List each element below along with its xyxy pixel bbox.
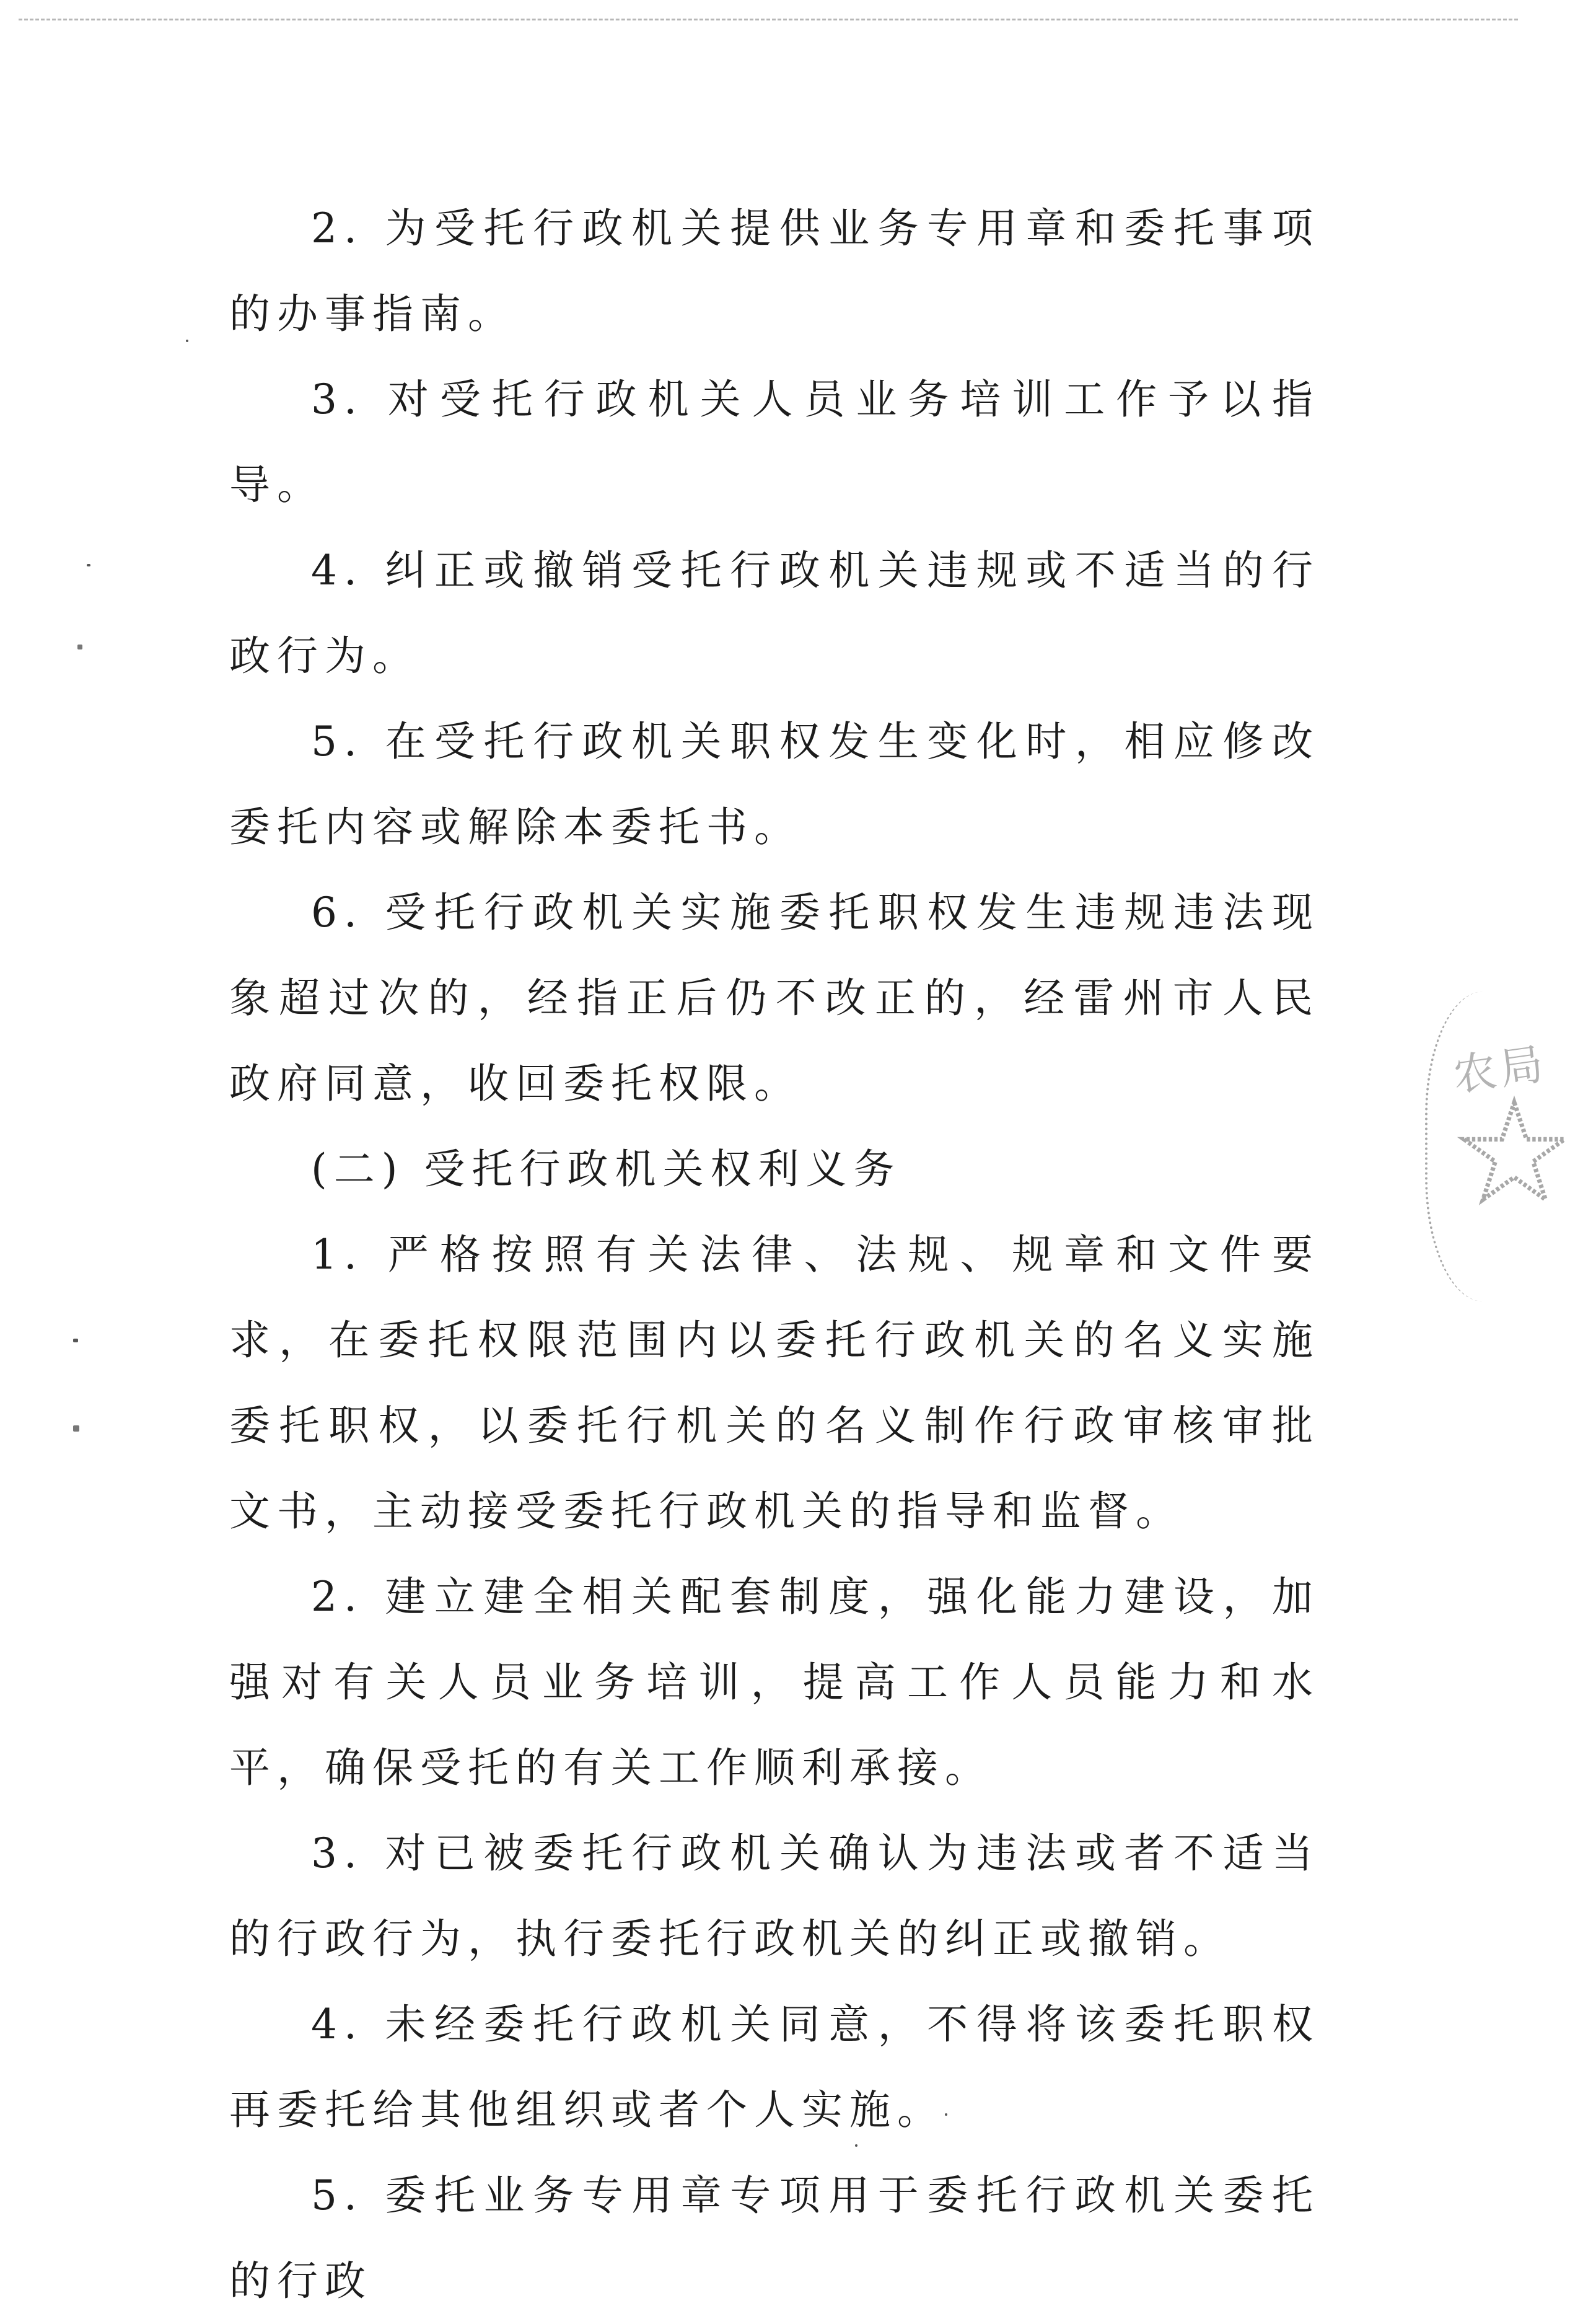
paragraph-item-3: 3. 对受托行政机关人员业务培训工作予以指导。 [229,376,1320,509]
section-heading-rights-obligations: (二) 受托行政机关权利义务 [311,1145,901,1193]
seal-text: 农局 [1449,1037,1550,1102]
scan-speck [73,1339,78,1342]
paragraph-duty-5: 5. 委托业务专用章专项用于委托行政机关委托的行政 [229,2172,1320,2305]
seal-star-icon [1458,1097,1570,1208]
official-seal-partial [1425,992,1570,1301]
paragraph-item-4: 4. 纠正或撤销受托行政机关违规或不适当的行政行为。 [229,547,1320,680]
scan-speck [87,564,90,566]
scan-edge-line [19,19,1518,20]
scan-speck [73,1425,79,1432]
scan-speck [186,340,188,342]
paragraph-duty-2: 2. 建立建全相关配套制度，强化能力建设，加强对有关人员业务培训，提高工作人员能力和水平，确保受托的有关工作顺利承接。 [229,1573,1320,1792]
scan-speck [77,645,82,649]
paragraph-item-5: 5. 在受托行政机关职权发生变化时，相应修改委托内容或解除本委托书。 [229,718,1320,851]
paragraph-duty-3: 3. 对已被委托行政机关确认为违法或者不适当的行政行为，执行委托行政机关的纠正或撤销。 [229,1829,1320,1963]
paragraph-duty-1: 1. 严格按照有关法律、法规、规章和文件要求，在委托权限范围内以委托行政机关的名义实施委托职权，以委托行机关的名义制作行政审核审批文书，主动接受委托行政机关的指导和监督。 [229,1231,1320,1535]
paragraph-item-2: 2. 为受托行政机关提供业务专用章和委托事项的办事指南。 [229,205,1320,338]
paragraph-duty-4: 4. 未经委托行政机关同意，不得将该委托职权再委托给其他组织或者个人实施。 [229,2000,1320,2134]
paragraph-item-6: 6. 受托行政机关实施委托职权发生违规违法现象超过次的，经指正后仍不改正的，经雷州市人民政府同意，收回委托权限。 [229,889,1320,1107]
document-body [229,186,1320,2324]
